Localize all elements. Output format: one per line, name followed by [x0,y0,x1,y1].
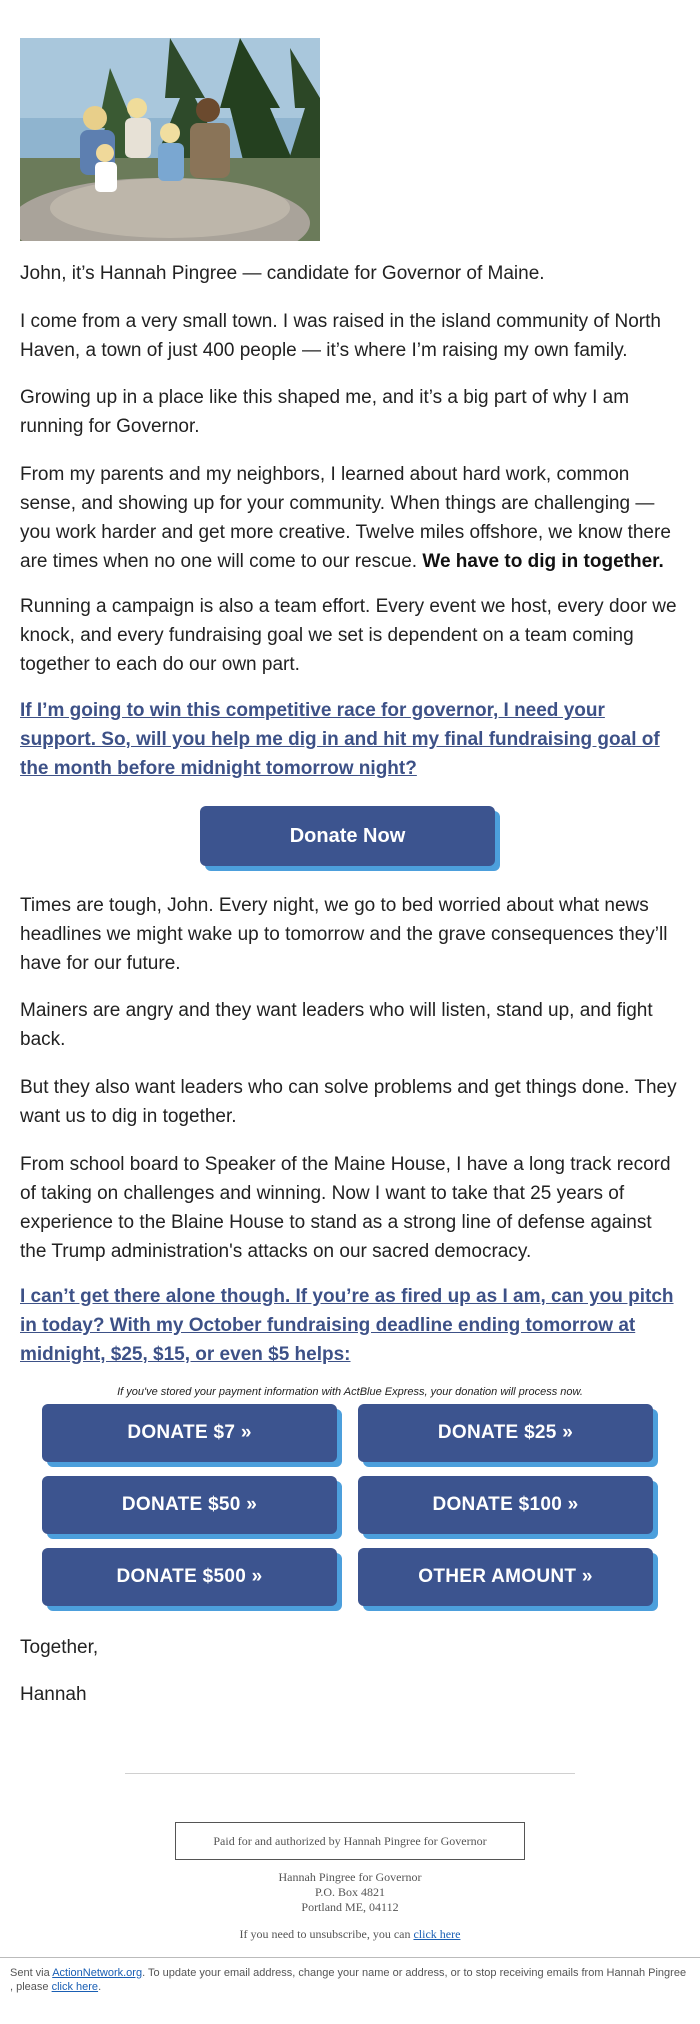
footer-divider [0,1957,700,1958]
donate-100-button[interactable]: DONATE $100 » [358,1476,653,1534]
action-network-footer [10,1966,690,1994]
unsubscribe-line [0,1927,700,1942]
other-amount-button[interactable]: OTHER AMOUNT » [358,1548,653,1606]
signoff-together: Together, [20,1637,99,1658]
team-effort-paragraph: Running a campaign is also a team effort. Every event we host, every door we knock, and every fundraising goal we set is dependent on a team coming together to each do our own part. [20,596,677,675]
family-photo [20,38,320,241]
address-po-box: P.O. Box 4821 [314,1885,385,1899]
donate-50-button[interactable]: DONATE $50 » [42,1476,337,1534]
support-link[interactable]: If I’m going to win this competitive race for governor, I need your support. So, will you help me dig in and hit my final fundraising goal of the month before midnight tomorrow night? [20,700,660,779]
intro-paragraph: I come from a very small town. I was raised in the island community of North Haven, a town of just 400 people — it’s where I’m raising my own family. [20,311,661,361]
action-network-link[interactable]: ActionNetwork.org [52,1967,143,1979]
address-city: Portland ME, 04112 [301,1900,399,1914]
donate-now-button[interactable]: Donate Now [200,806,495,866]
paid-for-disclaimer: Paid for and authorized by Hannah Pingree for Governor [175,1822,525,1860]
solve-problems-paragraph: But they also want leaders who can solve problems and get things done. They want us to dig in together. [20,1077,677,1127]
address-org: Hannah Pingree for Governor [278,1870,422,1884]
donate-500-button[interactable]: DONATE $500 » [42,1548,337,1606]
values-paragraph [20,460,680,576]
values-text: From my parents and my neighbors, I learned about hard work, common sense, and showing up for your community. When things are challenging — you work harder and get more creative. Twelve miles offshore, we know there are times when no one will come to our rescue. [20,464,671,572]
divider [125,1773,575,1774]
unsubscribe-link[interactable]: click here [413,1927,461,1941]
family-photo-icon [20,38,320,241]
growing-up-paragraph: Growing up in a place like this shaped me, and it’s a big part of why I am running for Governor. [20,387,630,437]
mainers-angry-paragraph: Mainers are angry and they want leaders who will listen, stand up, and fight back. [20,1000,653,1050]
unsubscribe-text: If you need to unsubscribe, you can [239,1927,414,1941]
times-tough-paragraph: Times are tough, John. Every night, we go to bed worried about what news headlines we might wake up to tomorrow and the grave consequences they’ll have for our future. [20,895,668,974]
actblue-note: If you've stored your payment information with ActBlue Express, your donation will process now. [117,1386,583,1398]
track-record-paragraph: From school board to Speaker of the Maine House, I have a long track record of taking on challenges and winning. Now I want to take that 25 years of experience to the Blaine House to stand as a strong line of defense against the Trump administration's attacks on our sacred democracy. [20,1154,671,1262]
sent-via-text: Sent via [10,1967,53,1979]
donate-7-button[interactable]: DONATE $7 » [42,1404,337,1462]
greeting-paragraph: John, it’s Hannah Pingree — candidate for Governor of Maine. [20,263,545,284]
pitch-in-link[interactable]: I can’t get there alone though. If you’re as fired up as I am, can you pitch in today? With my October fundraising deadline ending tomorrow at midnight, $25, $15, or even $5 helps: [20,1286,674,1365]
update-email-text: . To update your email address, change your name or address, or to stop receiving emails from Hannah Pingree , please [10,1967,687,1993]
manage-subscription-link[interactable]: click here [51,1981,99,1993]
donate-25-button[interactable]: DONATE $25 » [358,1404,653,1462]
dig-in-emphasis: We have to dig in together. [422,551,664,572]
footer-period: . [98,1981,102,1993]
signoff-name: Hannah [20,1684,87,1705]
